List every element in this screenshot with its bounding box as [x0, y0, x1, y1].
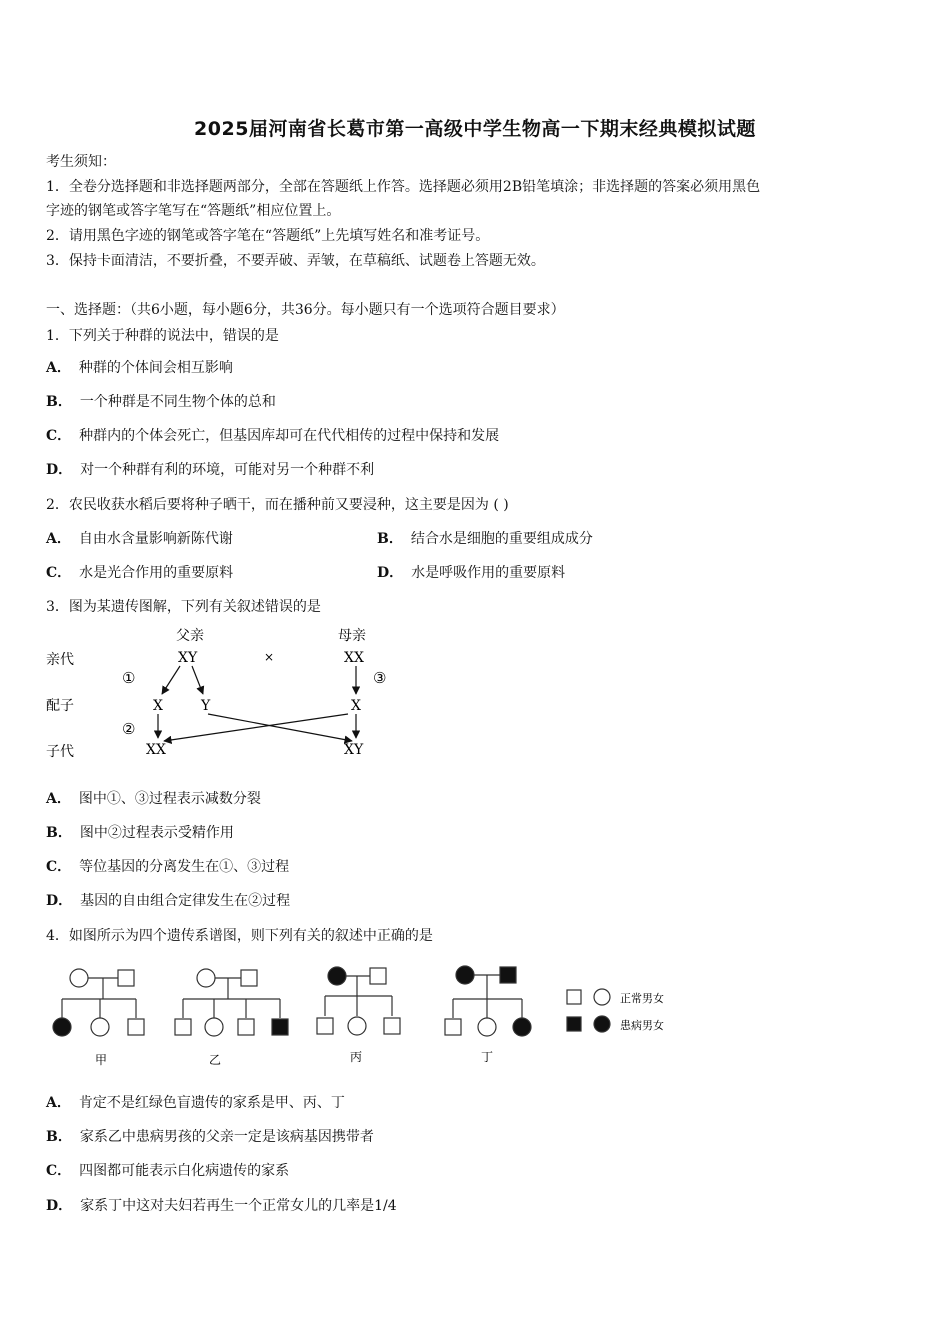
section-heading: 一、选择题：（共6小题，每小题6分，共36分。每小题只有一个选项符合题目要求）	[46, 302, 565, 318]
pedigree-label-jia: 甲	[95, 1053, 108, 1067]
bing-son-2	[384, 1018, 400, 1034]
legend-affected-male	[567, 1017, 581, 1031]
inheritance-diagram	[40, 622, 410, 762]
bing-daughter	[348, 1017, 366, 1035]
legend-affected-female	[594, 1016, 610, 1032]
gamete-mother-x: X	[351, 698, 361, 714]
cross-symbol: ×	[264, 650, 275, 664]
pedigree-label-ding: 丁	[481, 1050, 494, 1064]
q1-option-d[interactable]: D． 对一个种群有利的环境，可能对另一个种群不利	[46, 462, 375, 478]
q3-stem: 3．图为某遗传图解，下列有关叙述错误的是	[46, 599, 321, 615]
ding-affected-daughter	[513, 1018, 531, 1036]
bing-affected-mother	[328, 967, 346, 985]
gamete-father-x: X	[153, 698, 163, 714]
bing-son-1	[317, 1018, 333, 1034]
q2-option-a[interactable]: A． 自由水含量影响新陈代谢	[46, 531, 233, 547]
q2-option-d[interactable]: D． 水是呼吸作用的重要原料	[377, 565, 566, 581]
pedigree-label-yi: 乙	[209, 1053, 222, 1067]
yi-son-2	[238, 1019, 254, 1035]
jia-son	[128, 1019, 144, 1035]
pedigree-legend	[567, 989, 610, 1032]
q4-option-a[interactable]: A． 肯定不是红绿色盲遗传的家系是甲、丙、丁	[46, 1095, 345, 1111]
offspring-xy: XY	[344, 742, 364, 758]
notice-line-3: 2．请用黑色字迹的钢笔或答字笔在“答题纸”上先填写姓名和准考证号。	[46, 228, 490, 244]
q4-option-b[interactable]: B． 家系乙中患病男孩的父亲一定是该病基因携带者	[46, 1129, 374, 1145]
step-1-label: ①	[122, 669, 136, 687]
yi-mother	[197, 969, 215, 987]
yi-son-1	[175, 1019, 191, 1035]
notice-line-4: 3．保持卡面清洁，不要折叠，不要弄破、弄皱，在草稿纸、试题卷上答题无效。	[46, 253, 545, 269]
step-3-label: ③	[373, 669, 387, 687]
jia-mother	[70, 969, 88, 987]
pedigree-ding	[445, 966, 531, 1036]
legend-normal-female	[594, 989, 610, 1005]
pedigree-charts	[44, 958, 684, 1068]
q1-option-c[interactable]: C． 种群内的个体会死亡，但基因库却可在代代相传的过程中保持和发展	[46, 428, 500, 444]
q2-option-c[interactable]: C． 水是光合作用的重要原料	[46, 565, 234, 581]
offspring-xx: XX	[146, 742, 166, 758]
q1-option-a[interactable]: A． 种群的个体间会相互影响	[46, 360, 233, 376]
mother-genotype: XX	[344, 650, 364, 666]
bing-father	[370, 968, 386, 984]
ding-affected-mother	[456, 966, 474, 984]
step-2-label: ②	[122, 720, 136, 738]
page-title: 2025届河南省长葛市第一高级中学生物高一下期末经典模拟试题	[194, 118, 756, 140]
legend-affected-label: 患病男女	[620, 1019, 664, 1032]
row-label-parents: 亲代	[46, 652, 74, 668]
row-label-gametes: 配子	[46, 698, 74, 714]
jia-daughter	[91, 1018, 109, 1036]
notice-line-2: 字迹的钢笔或答字笔写在“答题纸”相应位置上。	[46, 203, 341, 219]
q1-stem: 1．下列关于种群的说法中，错误的是	[46, 328, 279, 344]
q3-option-a[interactable]: A． 图中①、③过程表示减数分裂	[46, 791, 261, 807]
q2-stem: 2．农民收获水稻后要将种子晒干，而在播种前又要浸种，这主要是因为 ( )	[46, 497, 509, 513]
ding-son	[445, 1019, 461, 1035]
ding-daughter	[478, 1018, 496, 1036]
q3-option-b[interactable]: B． 图中②过程表示受精作用	[46, 825, 234, 841]
q3-option-c[interactable]: C． 等位基因的分离发生在①、③过程	[46, 859, 290, 875]
pedigree-jia	[53, 969, 144, 1036]
notice-heading: 考生须知：	[46, 154, 116, 170]
ding-affected-father	[500, 967, 516, 983]
pedigree-yi	[175, 969, 288, 1036]
father-genotype: XY	[178, 650, 198, 666]
notice-line-1: 1．全卷分选择题和非选择题两部分，全部在答题纸上作答。选择题必须用2B铅笔填涂；非选择题的答案必须用黑色	[46, 179, 761, 195]
row-label-offspring: 子代	[46, 744, 74, 760]
jia-father	[118, 970, 134, 986]
q1-option-b[interactable]: B． 一个种群是不同生物个体的总和	[46, 394, 276, 410]
yi-daughter	[205, 1018, 223, 1036]
pedigree-bing	[317, 967, 400, 1035]
q4-option-d[interactable]: D． 家系丁中这对夫妇若再生一个正常女儿的几率是1/4	[46, 1198, 397, 1214]
yi-affected-son	[272, 1019, 288, 1035]
gamete-father-y: Y	[201, 698, 211, 714]
jia-affected-daughter	[53, 1018, 71, 1036]
legend-normal-label: 正常男女	[620, 992, 664, 1005]
mother-label: 母亲	[338, 628, 366, 644]
pedigree-label-bing: 丙	[350, 1050, 363, 1064]
yi-father	[241, 970, 257, 986]
q4-option-c[interactable]: C． 四图都可能表示白化病遗传的家系	[46, 1163, 290, 1179]
q2-option-b[interactable]: B． 结合水是细胞的重要组成成分	[377, 531, 593, 547]
legend-normal-male	[567, 990, 581, 1004]
father-label: 父亲	[176, 628, 204, 644]
q3-option-d[interactable]: D． 基因的自由组合定律发生在②过程	[46, 893, 291, 909]
q4-stem: 4．如图所示为四个遗传系谱图，则下列有关的叙述中正确的是	[46, 928, 433, 944]
